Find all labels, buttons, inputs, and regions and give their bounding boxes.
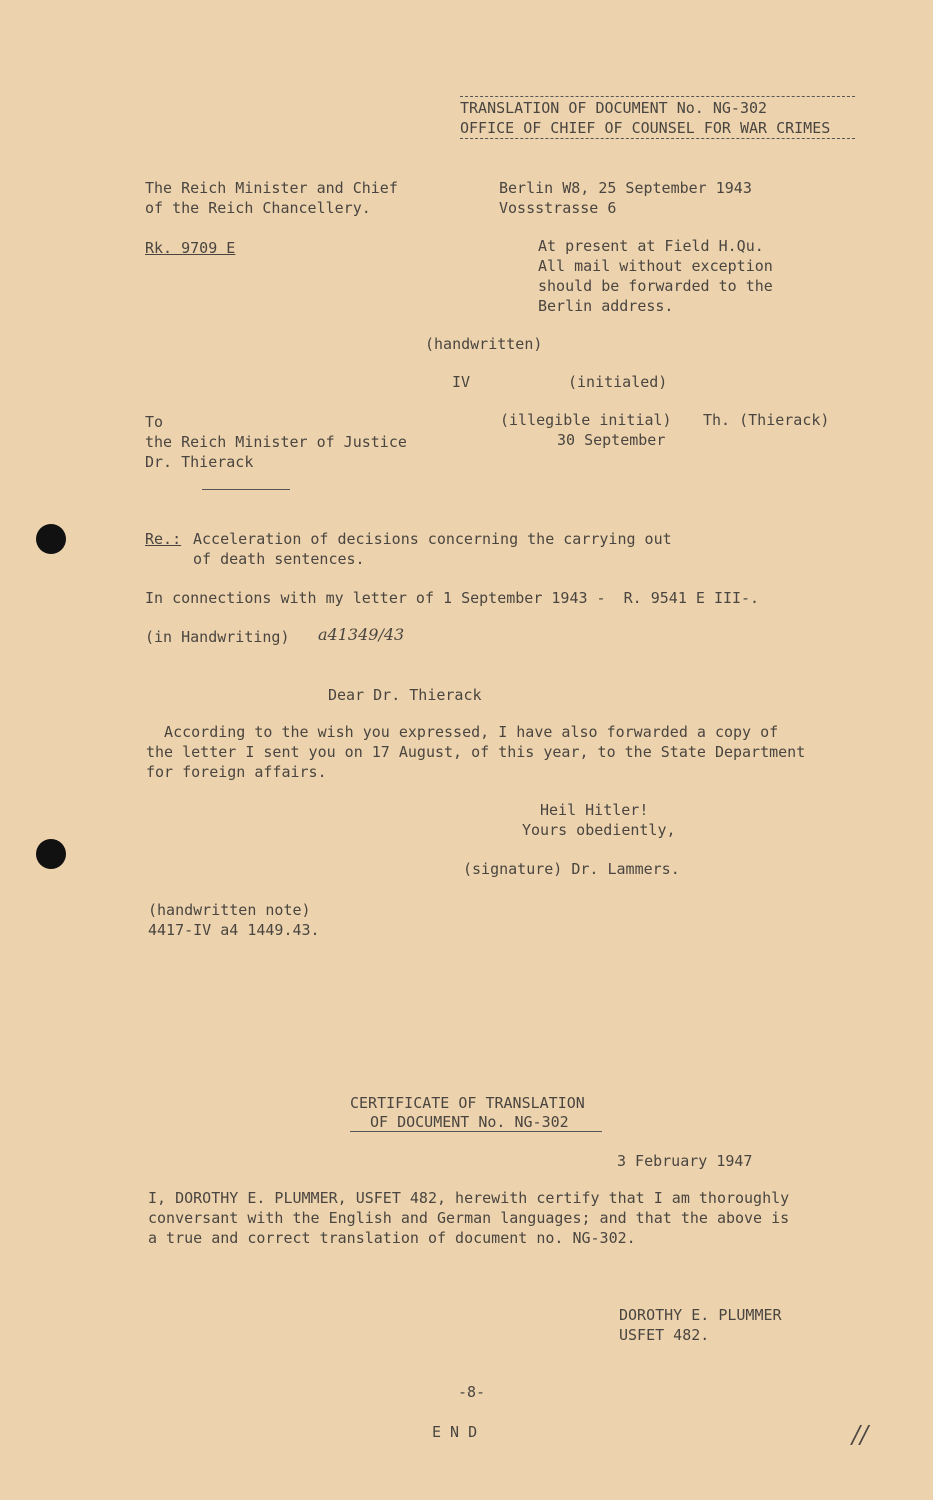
- punch-hole-bottom: [36, 839, 66, 869]
- thierack-initial: Th. (Thierack): [703, 411, 830, 429]
- closing-line-2: Yours obediently,: [522, 821, 676, 839]
- page-number: -8-: [458, 1383, 486, 1401]
- place-date-line-1: Berlin W8, 25 September 1943: [499, 179, 752, 197]
- translator-unit: USFET 482.: [619, 1326, 710, 1344]
- connection-line: In connections with my letter of 1 September 1943 - R. 9541 E III-.: [145, 589, 760, 607]
- recipient-line-2: the Reich Minister of Justice: [145, 433, 407, 451]
- closing-line-1: Heil Hitler!: [540, 801, 649, 819]
- certificate-title-2: OF DOCUMENT No. NG-302: [370, 1113, 569, 1131]
- roman-iv-mark: IV: [452, 373, 471, 391]
- handwritten-slash-mark: //: [852, 1421, 869, 1449]
- field-note-line-2: All mail without exception: [538, 257, 773, 275]
- handwritten-label: (handwritten): [425, 335, 543, 353]
- header-line-2: OFFICE OF CHIEF OF COUNSEL FOR WAR CRIMES: [460, 119, 831, 137]
- subject-line-2: of death sentences.: [193, 550, 365, 568]
- certificate-text-1: I, DOROTHY E. PLUMMER, USFET 482, herewith certify that I am thoroughly: [148, 1189, 790, 1207]
- salutation: Dear Dr. Thierack: [328, 686, 482, 704]
- recipient-line-1: To: [145, 413, 164, 431]
- place-date-line-2: Vossstrasse 6: [499, 199, 617, 217]
- field-note-line-1: At present at Field H.Qu.: [538, 237, 764, 255]
- signature-line: (signature) Dr. Lammers.: [463, 860, 680, 878]
- note-line-1: (handwritten note): [148, 901, 311, 919]
- field-note-line-4: Berlin address.: [538, 297, 674, 315]
- handwriting-value: a41349/43: [318, 625, 405, 644]
- certificate-title-underline: [350, 1131, 602, 1132]
- header-bottom-rule: [460, 138, 855, 139]
- sender-reference: Rk. 9709 E: [145, 239, 236, 257]
- header-top-rule: [460, 96, 855, 97]
- sender-line-1: The Reich Minister and Chief: [145, 179, 398, 197]
- certificate-title-1: CERTIFICATE OF TRANSLATION: [350, 1094, 585, 1112]
- header-line-1: TRANSLATION OF DOCUMENT No. NG-302: [460, 99, 768, 117]
- punch-hole-top: [36, 524, 66, 554]
- subject-line-1: Acceleration of decisions concerning the carrying out: [193, 530, 672, 548]
- illegible-initial-label: (illegible initial): [500, 411, 672, 429]
- certificate-text-2: conversant with the English and German languages; and that the above is: [148, 1209, 790, 1227]
- recipient-line-3: Dr. Thierack: [145, 453, 254, 471]
- recipient-divider: [202, 489, 290, 490]
- initialed-label: (initialed): [568, 373, 668, 391]
- body-line-2: the letter I sent you on 17 August, of this year, to the State Department: [146, 743, 806, 761]
- field-note-line-3: should be forwarded to the: [538, 277, 773, 295]
- translator-name: DOROTHY E. PLUMMER: [619, 1306, 782, 1324]
- handwriting-label: (in Handwriting): [145, 628, 290, 646]
- initial-date: 30 September: [557, 431, 666, 449]
- note-line-2: 4417-IV a4 1449.43.: [148, 921, 320, 939]
- certificate-date: 3 February 1947: [617, 1152, 753, 1170]
- subject-re-label: Re.:: [145, 530, 182, 548]
- body-line-1: According to the wish you expressed, I have also forwarded a copy of: [146, 723, 779, 741]
- end-marker: E N D: [432, 1423, 478, 1441]
- certificate-text-3: a true and correct translation of document no. NG-302.: [148, 1229, 636, 1247]
- body-line-3: for foreign affairs.: [146, 763, 327, 781]
- sender-line-2: of the Reich Chancellery.: [145, 199, 371, 217]
